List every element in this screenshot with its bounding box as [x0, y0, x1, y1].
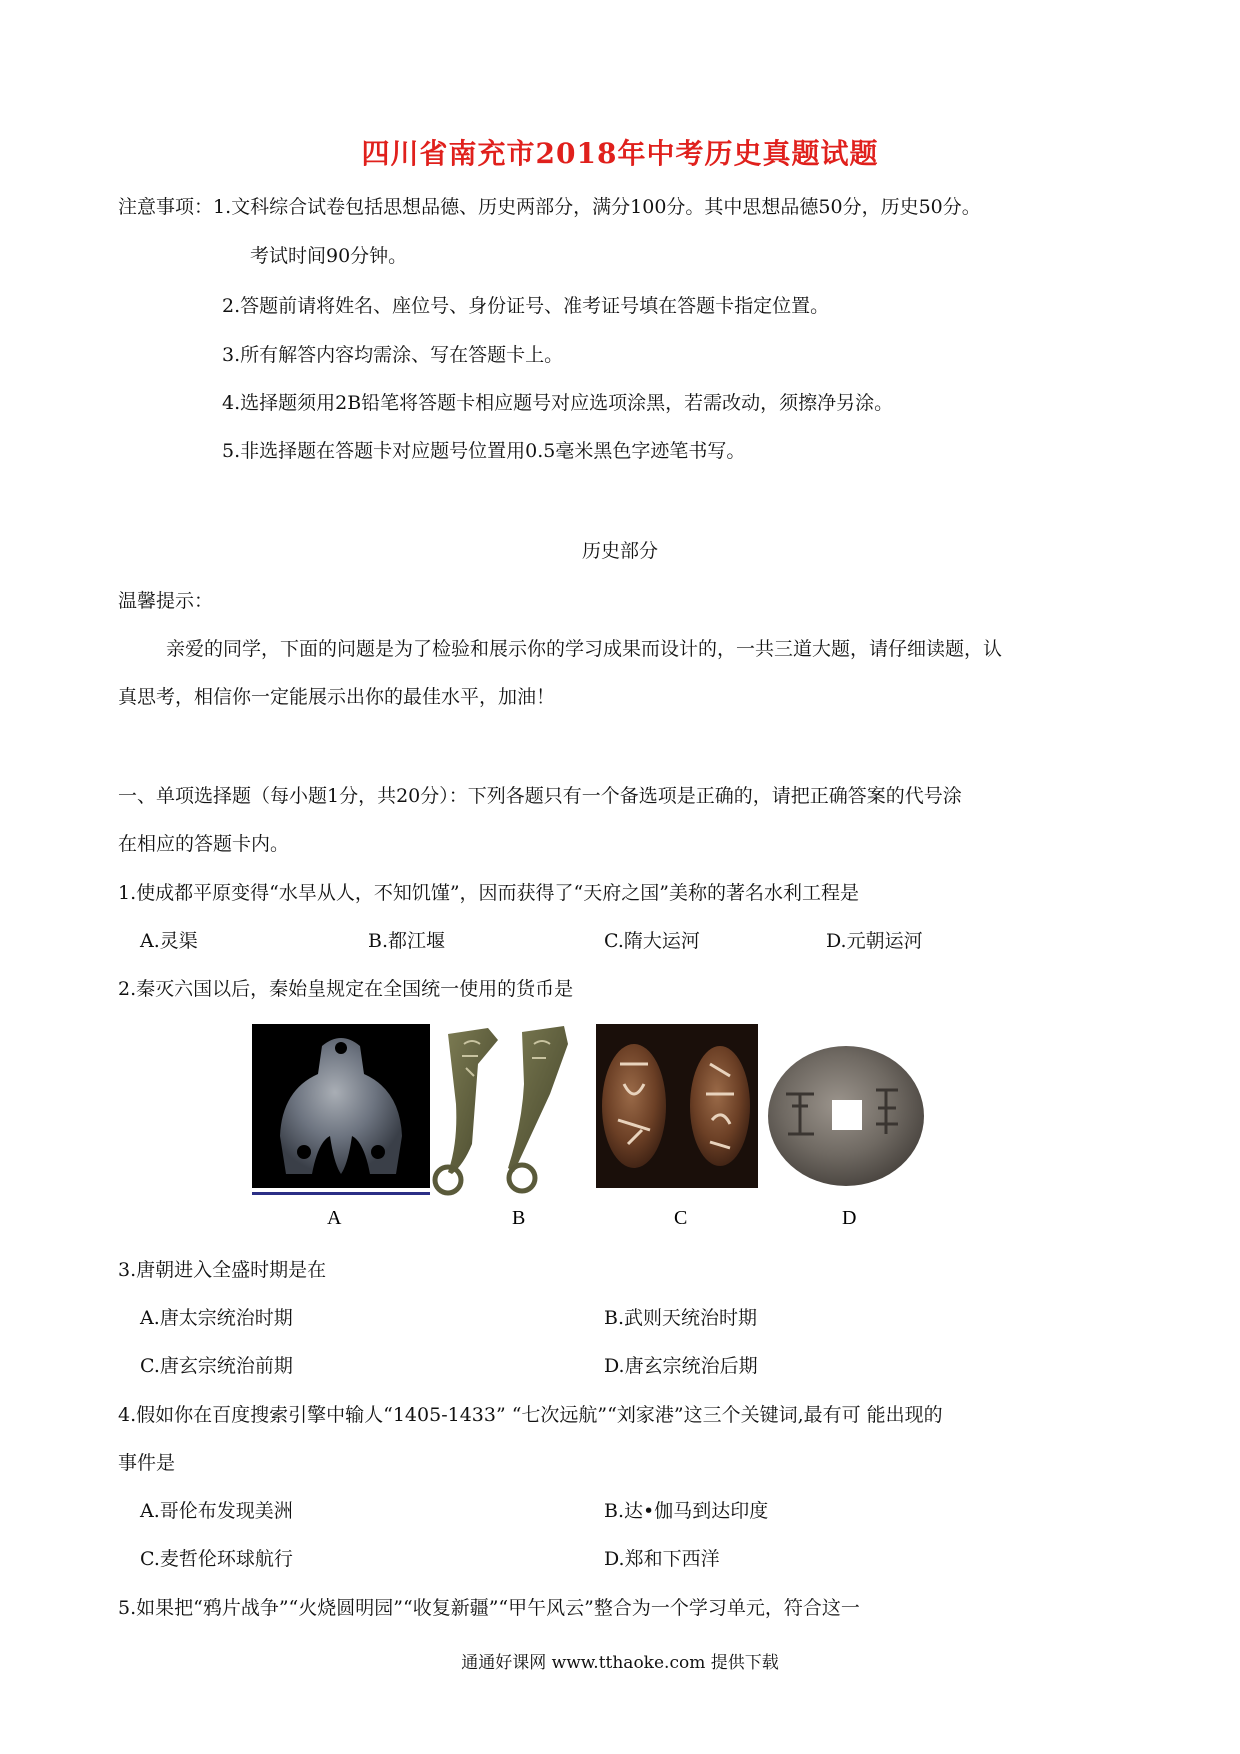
question-3-option-d: D.唐玄宗统治后期	[604, 1355, 758, 1377]
question-4-option-b: B.达•伽马到达印度	[604, 1500, 769, 1522]
notice-item-4: 4.选择题须用2B铅笔将答题卡相应题号对应选项涂黑，若需改动，须擦净另涂。	[222, 392, 894, 414]
coin-b-knife-money	[435, 1026, 568, 1193]
question-3-option-a: A.唐太宗统治时期	[140, 1307, 293, 1329]
question-2-stem: 2.秦灭六国以后，秦始皇规定在全国统一使用的货币是	[118, 978, 574, 1000]
notice-label: 注意事项：	[118, 196, 214, 218]
tip-line-1: 亲爱的同学，下面的问题是为了检验和展示你的学习成果而设计的，一共三道大题，请仔细读题，认	[166, 638, 1003, 660]
coin-label-b: B	[512, 1207, 526, 1229]
question-4-option-a: A.哥伦布发现美洲	[140, 1500, 293, 1522]
question-1-option-c: C.隋大运河	[604, 930, 700, 952]
question-1-option-a: A.灵渠	[140, 930, 198, 952]
question-4-option-d: D.郑和下西洋	[604, 1548, 720, 1570]
coin-images	[252, 1024, 1042, 1234]
notice-item-3: 3.所有解答内容均需涂、写在答题卡上。	[222, 344, 564, 366]
part1-instruction-line-2: 在相应的答题卡内。	[118, 833, 290, 855]
part1-instruction-line-1: 一、单项选择题（每小题1分，共20分）：下列各题只有一个备选项是正确的，请把正确答案的代号涂	[118, 785, 962, 807]
section-title: 历史部分	[581, 540, 658, 562]
question-4-stem-line-1: 4.假如你在百度搜索引擎中输人“1405-1433” “七次远航”“刘家港”这三个关键词,最有可 能出现的	[118, 1404, 943, 1426]
question-4-option-c: C.麦哲伦环球航行	[140, 1548, 293, 1570]
coin-label-c: C	[674, 1207, 688, 1229]
footer-source: 通通好课网 www.tthaoke.com 提供下载	[461, 1653, 779, 1673]
tip-line-2: 真思考，相信你一定能展示出你的最佳水平，加油！	[118, 686, 556, 708]
question-3-option-c: C.唐玄宗统治前期	[140, 1355, 293, 1377]
notice-item-1-continued: 考试时间90分钟。	[250, 245, 408, 267]
question-3-stem: 3.唐朝进入全盛时期是在	[118, 1259, 327, 1281]
notice-item-1: 1.文科综合试卷包括思想品德、历史两部分，满分100分。其中思想品德50分，历史50分。	[213, 196, 981, 218]
notice-item-5: 5.非选择题在答题卡对应题号位置用0.5毫米黑色字迹笔书写。	[222, 440, 746, 462]
notice-item-2: 2.答题前请将姓名、座位号、身份证号、准考证号填在答题卡指定位置。	[222, 295, 830, 317]
question-1-option-b: B.都江堰	[368, 930, 446, 952]
page-title: 四川省南充市2018年中考历史真题试题	[361, 137, 879, 170]
question-4-stem-line-2: 事件是	[118, 1452, 176, 1474]
coin-d-ban-liang	[768, 1046, 924, 1186]
coin-label-d: D	[842, 1207, 857, 1229]
question-5-stem: 5.如果把“鸦片战争”“火烧圆明园”“收复新疆”“甲午风云”整合为一个学习单元，符合这一	[118, 1597, 860, 1619]
notice-line-1	[118, 196, 981, 219]
question-3-option-b: B.武则天统治时期	[604, 1307, 758, 1329]
coin-a-spade-money	[252, 1024, 430, 1195]
coin-c-ant-nose-money	[596, 1024, 758, 1188]
question-1-stem: 1.使成都平原变得“水旱从人，不知饥馑”，因而获得了“天府之国”美称的著名水利工程是	[118, 882, 859, 904]
coin-label-a: A	[327, 1207, 342, 1229]
question-1-option-d: D.元朝运河	[826, 930, 923, 952]
tip-label: 温馨提示：	[118, 590, 214, 612]
